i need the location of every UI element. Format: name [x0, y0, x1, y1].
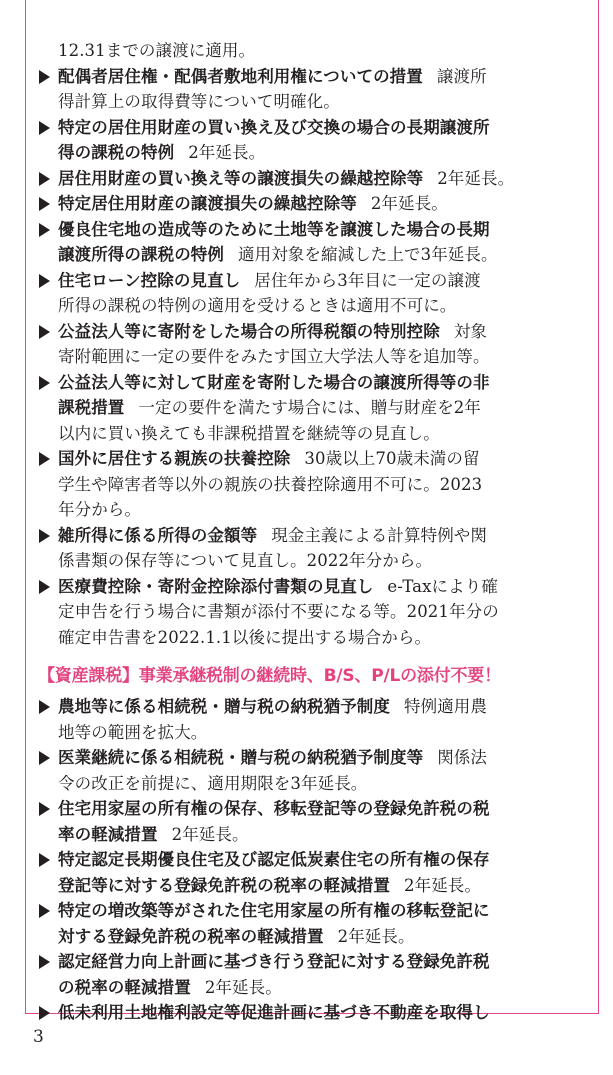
- measure-description: 年分から。: [58, 500, 141, 519]
- measure-title: 公益法人等に対して財産を寄附した場合の譲渡所得等の非: [58, 372, 490, 392]
- triangle-right-icon: [39, 70, 50, 84]
- bullet-line: [58, 191, 574, 217]
- measure-description: 以内に買い換えても非課税措置を継続等の見直し。: [58, 423, 440, 443]
- measure-title: 特定認定長期優良住宅及び認定低炭素住宅の所有権の保存: [58, 850, 490, 869]
- bullet-line: [58, 242, 574, 268]
- bullet-line: [58, 319, 574, 345]
- triangle-right-icon: [39, 904, 50, 918]
- measure-title: 居住用財産の買い換え等の譲渡損失の繰越控除等: [58, 168, 424, 188]
- measure-description: 地等の範囲を拡大。: [58, 722, 208, 742]
- triangle-right-icon: [39, 751, 50, 765]
- bullet-line: [58, 64, 574, 90]
- triangle-right-icon: [39, 376, 50, 390]
- bullet-item: [58, 191, 574, 217]
- bullet-line: [58, 720, 574, 746]
- bullet-line: [58, 89, 574, 115]
- measure-title: 優良住宅地の造成等のために土地等を譲渡した場合の長期: [58, 219, 490, 239]
- triangle-right-icon: [39, 197, 50, 211]
- measure-title: 率の軽減措置: [58, 824, 158, 844]
- bullet-item: [58, 217, 574, 268]
- measure-description: 対象: [453, 321, 488, 341]
- measure-title: 特定の増改築等がされた住宅用家屋の所有権の移転登記に: [58, 901, 490, 920]
- measure-description: 2年延長。: [370, 194, 448, 213]
- measure-title: 低未利用土地権利設定等促進計画に基づき不動産を取得し: [58, 1003, 490, 1022]
- bullet-line: [58, 625, 574, 651]
- bullet-line: [58, 472, 574, 498]
- measure-description: 2年延長。: [171, 824, 249, 844]
- triangle-right-icon: [39, 325, 50, 339]
- bullet-line: [58, 599, 574, 625]
- measure-title: 認定経営力向上計画に基づき行う登記に対する登録免許税: [58, 952, 490, 971]
- bullet-line: [58, 523, 574, 549]
- triangle-right-icon: [39, 529, 50, 543]
- triangle-right-icon: [39, 853, 50, 867]
- triangle-right-icon: [39, 121, 50, 135]
- measure-description: e-Taxにより確: [387, 576, 498, 596]
- bullet-line: [58, 166, 574, 192]
- measure-title: 雑所得に係る所得の金額等: [58, 525, 258, 545]
- triangle-right-icon: [39, 802, 50, 816]
- measure-title: の税率の軽減措置: [58, 977, 191, 997]
- bullet-item: [58, 115, 574, 166]
- measure-description: 一定の要件を満たす場合には、贈与財産を2年: [138, 398, 482, 417]
- measure-title: 住宅ローン控除の見直し: [58, 270, 241, 290]
- bullet-line: [58, 421, 574, 447]
- bullet-line: [58, 949, 574, 975]
- measure-description: 2年延長。: [437, 168, 515, 188]
- bullet-line: [58, 822, 574, 848]
- bullet-item: [58, 745, 574, 796]
- measure-description: 得計算上の取得費等について明確化。: [58, 92, 340, 111]
- measure-description: 寄附範囲に一定の要件をみたす国立大学法人等を追加等。: [58, 347, 490, 366]
- measure-title: 国外に居住する親族の扶養控除: [58, 449, 291, 468]
- measure-description: 関係法: [437, 748, 488, 767]
- bullet-line: [58, 395, 574, 421]
- bullet-line: [58, 796, 574, 822]
- measure-description: 特例適用農: [404, 697, 487, 716]
- bullet-item: [58, 847, 574, 898]
- bullet-line: [58, 975, 574, 1001]
- page-body: [38, 38, 574, 1026]
- triangle-right-icon: [39, 274, 50, 288]
- bullet-line: [58, 446, 574, 472]
- bullet-line: [58, 548, 574, 574]
- bullet-line: [58, 745, 574, 771]
- bullet-line: [58, 1000, 574, 1026]
- measure-description: 令の改正を前提に、適用期限を3年延長。: [58, 773, 368, 793]
- bullet-line: [58, 344, 574, 370]
- bullet-line: [58, 574, 574, 600]
- measure-title: 特定居住用財産の譲渡損失の繰越控除等: [58, 194, 357, 213]
- bullet-item: [58, 268, 574, 319]
- triangle-right-icon: [39, 580, 50, 594]
- measure-title: 譲渡所得の課税の特例: [58, 245, 224, 264]
- measure-title: 配偶者居住権・配偶者敷地利用権についての措置: [58, 66, 423, 86]
- measure-description: 確定申告書を2022.1.1以後に提出する場合から。: [58, 627, 432, 647]
- measure-title: 公益法人等に寄附をした場合の所得税額の特別控除: [58, 321, 440, 341]
- measure-title: 得の課税の特例: [58, 143, 175, 162]
- bullet-line: [58, 694, 574, 720]
- measure-description: 学生や障害者等以外の親族の扶養控除適用不可に。2023: [58, 474, 483, 494]
- bullet-line: [58, 217, 574, 243]
- measure-description: 適用対象を縮減した上で3年延長。: [238, 245, 498, 264]
- measure-description: 現金主義による計算特例や関: [271, 525, 488, 545]
- triangle-right-icon: [39, 452, 50, 466]
- bullet-item: [58, 64, 574, 115]
- bullet-line: [58, 771, 574, 797]
- bullet-line: [58, 847, 574, 873]
- measure-description: 2年延長。: [188, 143, 266, 162]
- measure-title: 対する登録免許税の税率の軽減措置: [58, 926, 324, 946]
- measure-description: 定申告を行う場合に書類が添付不要になる等。2021年分の: [58, 602, 499, 621]
- bullet-item: [58, 694, 574, 745]
- measure-title: 特定の居住用財産の買い換え及び交換の場合の長期譲渡所: [58, 117, 490, 137]
- continuation-line: 12.31までの譲渡に適用。: [58, 41, 256, 60]
- triangle-right-icon: [39, 955, 50, 969]
- measure-description: 2年延長。: [204, 977, 282, 997]
- measure-description: 係書類の保存等について見直し。2022年分から。: [58, 551, 433, 570]
- bullet-line: [58, 497, 574, 523]
- measure-title: 登記等に対する登録免許税の税率の軽減措置: [58, 875, 390, 895]
- bullet-line: [58, 370, 574, 396]
- measure-title: 住宅用家屋の所有権の保存、移転登記等の登録免許税の税: [58, 799, 490, 818]
- section-heading-asset-tax: 【資産課税】事業承継税制の継続時、B/S、P/Lの添付不要！: [38, 666, 501, 686]
- measure-description: 所得の課税の特例の適用を受けるときは適用不可に。: [58, 296, 457, 315]
- bullet-line: [58, 140, 574, 166]
- measure-description: 2年延長。: [404, 875, 481, 895]
- bullet-line: [58, 268, 574, 294]
- triangle-right-icon: [39, 223, 50, 237]
- bullet-item: [58, 523, 574, 574]
- bullet-line: [58, 115, 574, 141]
- bullet-item: [58, 319, 574, 370]
- asset-tax-list: [58, 694, 574, 1026]
- measure-title: 医業継続に係る相続税・贈与税の納税猶予制度等: [58, 748, 424, 767]
- measure-title: 農地等に係る相続税・贈与税の納税猶予制度: [58, 697, 390, 716]
- triangle-right-icon: [39, 172, 50, 186]
- bullet-item: [58, 574, 574, 651]
- measure-description: 30歳以上70歳未満の留: [304, 449, 480, 468]
- measure-description: 2年延長。: [337, 926, 415, 946]
- measure-description: 譲渡所: [436, 66, 487, 86]
- measure-title: 課税措置: [58, 398, 125, 417]
- bullet-line: [58, 924, 574, 950]
- bullet-item: [58, 370, 574, 447]
- bullet-item: [58, 446, 574, 523]
- triangle-right-icon: [39, 700, 50, 714]
- bullet-item: [58, 166, 574, 192]
- page-number: 3: [33, 1027, 44, 1047]
- bullet-line: [58, 898, 574, 924]
- triangle-right-icon: [39, 1006, 50, 1020]
- bullet-item: [58, 1000, 574, 1026]
- bullet-item: [58, 796, 574, 847]
- bullet-item: [58, 898, 574, 949]
- bullet-item: [58, 949, 574, 1000]
- income-tax-list: [58, 64, 574, 651]
- measure-description: 居住年から3年目に一定の譲渡: [254, 270, 481, 290]
- bullet-line: [58, 293, 574, 319]
- measure-title: 医療費控除・寄附金控除添付書類の見直し: [58, 576, 374, 596]
- bullet-line: [58, 873, 574, 899]
